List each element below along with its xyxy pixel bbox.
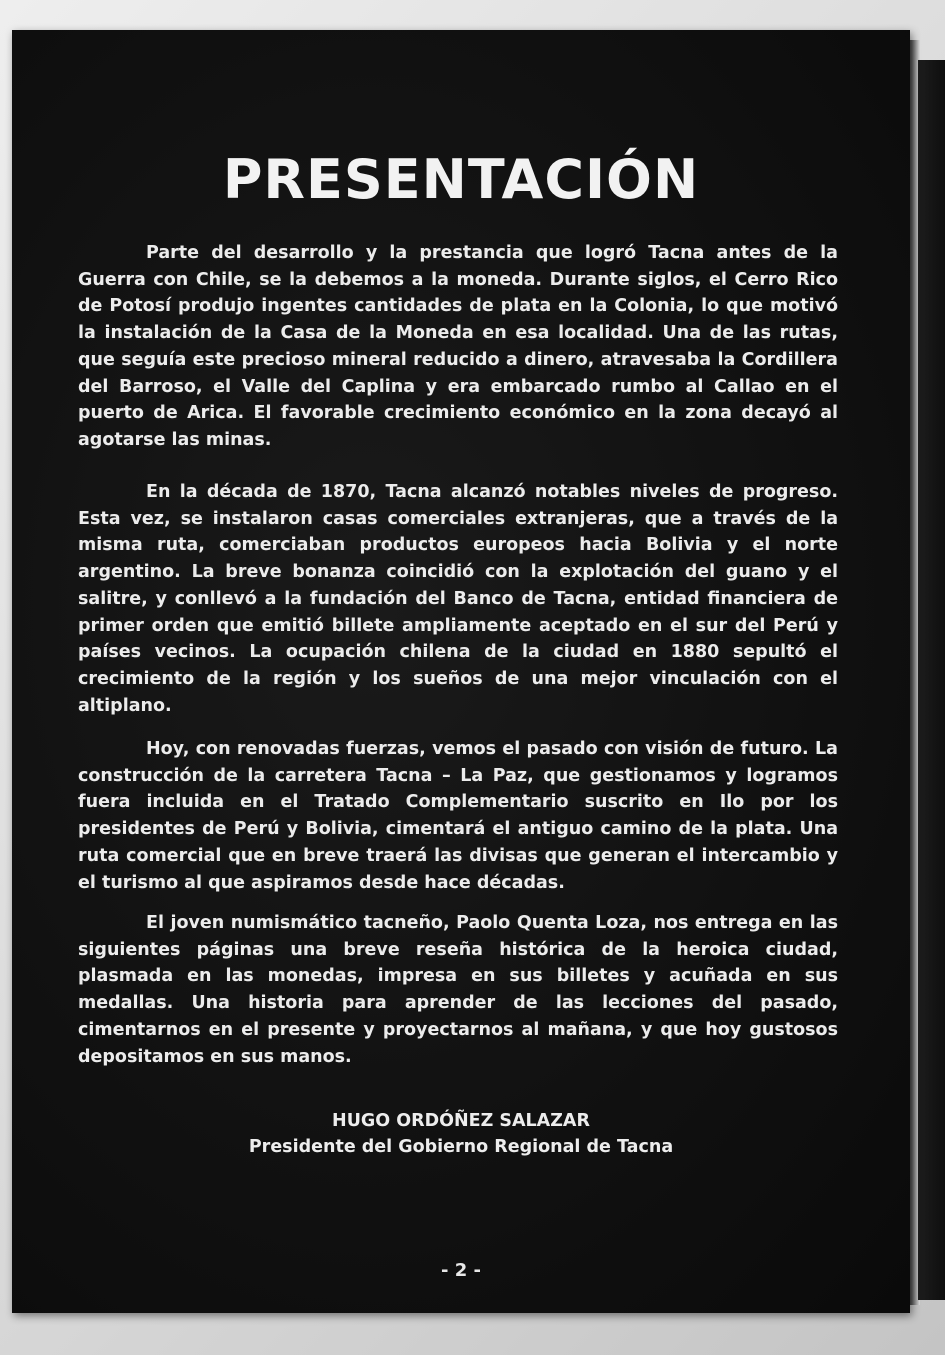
page-title: PRESENTACIÓN [222, 148, 700, 211]
paragraph-author-intro: El joven numismático tacneño, Paolo Quenta Loza, nos entrega en las siguientes páginas una breve reseña histórica de la heroica ciudad, plasmada en las monedas, impresa en sus billetes y acuñada en sus medallas. Una historia para aprender de las lecciones del pasado, cimentarnos en el presente y proyectarnos al mañana, y que hoy gustosos depositamos en sus manos. [78, 913, 838, 1067]
adjacent-page-edge [918, 60, 945, 1300]
signature-name: HUGO ORDÓÑEZ SALAZAR [332, 1111, 590, 1131]
paragraph-progress-1870: En la década de 1870, Tacna alcanzó notables niveles de progreso. Esta vez, se instalaron casas comerciales extranjeras, que a través de la misma ruta, comerciaban productos europeos hacia Bolivia y el norte argentino. La breve bonanza coincidió con la explotación del guano y el salitre, y conllevó a la fundación del Banco de Tacna, entidad financiera de primer orden que emitió billete ampliamente aceptado en el sur del Perú y países vecinos. La ocupación chilena de la ciudad en 1880 sepultó el crecimiento de la región y los sueños de una mejor vinculación con el altiplano. [78, 482, 838, 716]
book-page [12, 30, 910, 1313]
page-number: - 2 - [441, 1260, 481, 1281]
signature-title: Presidente del Gobierno Regional de Tacna [248, 1137, 674, 1157]
paragraph-future-vision: Hoy, con renovadas fuerzas, vemos el pasado con visión de futuro. La construcción de la carretera Tacna – La Paz, que gestionamos y logramos fuera incluida en el Tratado Complementario suscrito en Ilo por los presidentes de Perú y Bolivia, cimentará el antiguo camino de la plata. Una ruta comercial que en breve traerá las divisas que generan el intercambio y el turismo al que aspiramos desde hace décadas. [78, 739, 838, 893]
paragraph-history-colonial: Parte del desarrollo y la prestancia que logró Tacna antes de la Guerra con Chile, se la debemos a la moneda. Durante siglos, el Cerro Rico de Potosí produjo ingentes cantidades de plata en la Colonia, lo que motivó la instalación de la Casa de la Moneda en esa localidad. Una de las rutas, que seguía este precioso mineral reducido a dinero, atravesaba la Cordillera del Barroso, el Valle del Caplina y era embarcado rumbo al Callao en el puerto de Arica. El favorable crecimiento económico en la zona decayó al agotarse las minas. [78, 243, 838, 450]
signature-block [12, 1108, 910, 1160]
